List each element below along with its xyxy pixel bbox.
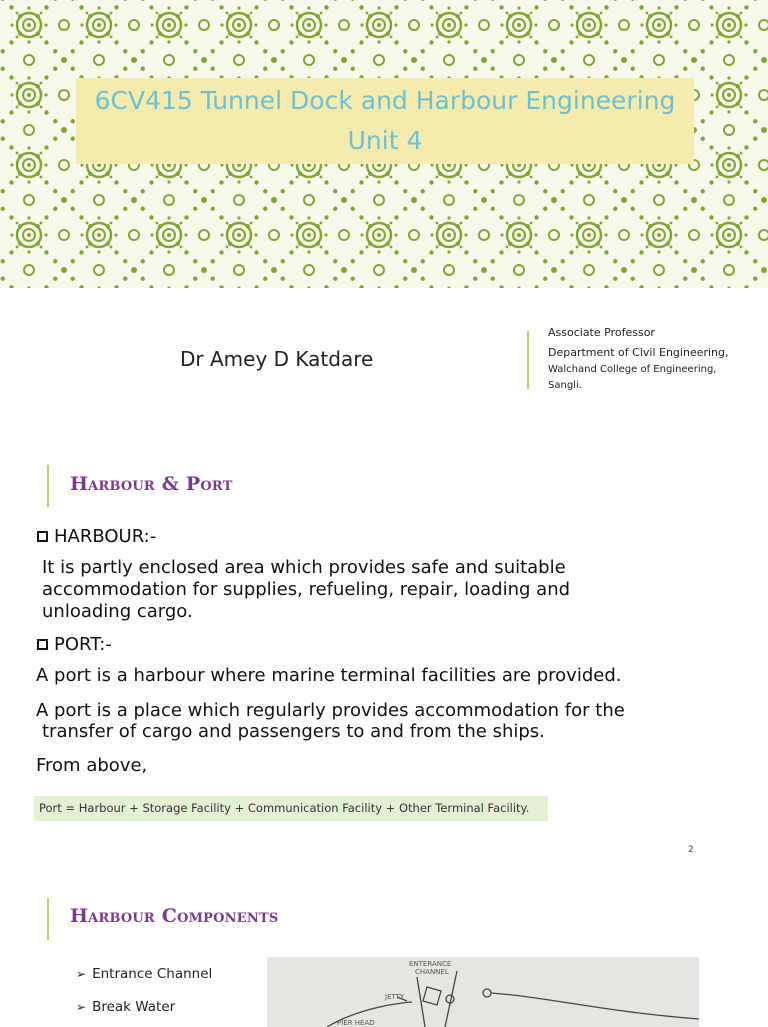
checkbox-bullet-icon — [37, 531, 48, 542]
affiliation-line: Associate Professor — [548, 326, 655, 339]
title-banner — [0, 0, 768, 288]
harbour-definition-line: accommodation for supplies, refueling, repair, loading and — [42, 579, 571, 600]
list-item-label: Break Water — [92, 999, 176, 1015]
diagram-label: JETTY — [385, 993, 405, 1001]
port-bullet — [37, 634, 112, 655]
harbour-sketch — [267, 957, 699, 1027]
unit-title: Unit 4 — [347, 126, 423, 155]
list-item-label: Entrance Channel — [92, 966, 213, 982]
port-definition-1: A port is a harbour where marine terminal facilities are provided. — [36, 665, 622, 686]
harbour-definition-line: unloading cargo. — [42, 601, 193, 622]
harbour-definition-line: It is partly enclosed area which provides safe and suitable — [42, 557, 566, 578]
port-definition-2-line: A port is a place which regularly provides accommodation for the — [36, 700, 625, 721]
list-item — [76, 999, 175, 1015]
list-item — [76, 966, 212, 982]
title-box — [76, 78, 694, 164]
section-heading: Harbour Components — [70, 905, 279, 927]
harbour-diagram — [267, 957, 699, 1027]
affiliation-line: Walchand College of Engineering, — [548, 364, 717, 375]
port-formula-box — [34, 796, 548, 821]
checkbox-bullet-icon — [37, 639, 48, 650]
arrow-bullet-icon: ➢ — [76, 1000, 87, 1014]
diagram-label: CHANNEL — [415, 968, 449, 976]
harbour-label: HARBOUR:- — [54, 526, 157, 547]
harbour-bullet — [37, 526, 156, 547]
diagram-label: ENTERANCE — [409, 960, 452, 968]
diagram-label: PIER HEAD — [337, 1019, 375, 1027]
affiliation-line: Sangli. — [548, 380, 582, 391]
from-above-text: From above, — [36, 755, 148, 776]
port-definition-2-line: transfer of cargo and passengers to and from the ships. — [42, 721, 545, 742]
heading-accent-bar — [47, 465, 49, 507]
author-name: Dr Amey D Katdare — [180, 347, 374, 371]
port-label: PORT:- — [54, 634, 112, 655]
arrow-bullet-icon: ➢ — [76, 967, 87, 981]
section-heading: Harbour & Port — [70, 473, 233, 495]
heading-accent-bar — [47, 898, 49, 940]
port-formula: Port = Harbour + Storage Facility + Communication Facility + Other Terminal Facility. — [39, 801, 530, 815]
course-title: 6CV415 Tunnel Dock and Harbour Engineering — [94, 86, 676, 115]
page-number: 2 — [688, 845, 694, 855]
affiliation-divider — [527, 331, 529, 389]
affiliation-line: Department of Civil Engineering, — [548, 346, 729, 359]
